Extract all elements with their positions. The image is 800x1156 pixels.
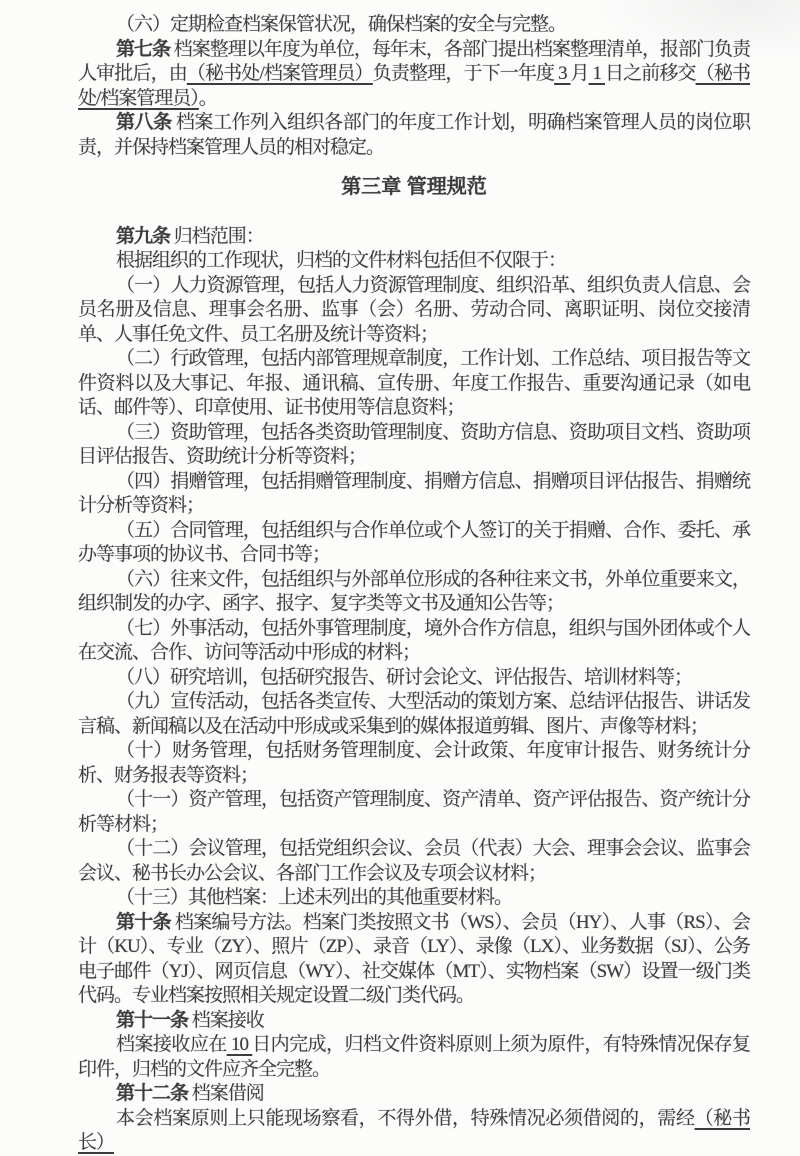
text-run: 。	[198, 87, 217, 109]
fill-in-blank: 10	[226, 1034, 253, 1055]
text-run: 档案工作列入组织各部门的年度工作计划，明确档案管理人员的岗位职责，并保持档案管理人员的相对稳定。	[78, 112, 750, 158]
paragraph	[78, 1009, 750, 1034]
fill-in-blank: 1	[588, 63, 605, 84]
text-run: 根据组织的工作现状，归档的文件材料包括但不仅限于：	[116, 250, 567, 271]
fill-in-blank: （秘书处/档案管理员）	[78, 63, 750, 109]
text-run: 日内完成，归档文件资料原则上须为原件，有特殊情况保存复印件，归档的文件应齐全完整。	[78, 1034, 750, 1080]
paragraph	[78, 788, 750, 837]
text-run: 档案整理以年度为单位，每年末，各部门提出档案整理清单，报部门负责人审批后，由	[78, 38, 750, 84]
paragraph	[78, 1033, 750, 1082]
article-number-label: 第九条	[116, 225, 171, 247]
paragraph	[78, 568, 750, 617]
text-run: （六）定期检查档案保管状况，确保档案的安全与完整。	[116, 14, 567, 35]
text-run: （六）往来文件，包括组织与外部单位形成的各种往来文书，外单位重要来文，组织制发的办字、函字、报字、复字类等文书及通知公告等；	[78, 568, 750, 614]
paragraph	[78, 274, 750, 348]
article-number-label: 第十一条	[116, 1009, 189, 1031]
article-number-label: 第十条	[116, 911, 171, 933]
paragraph	[78, 690, 750, 739]
fill-in-blank: 3	[554, 63, 571, 84]
paragraph	[78, 886, 750, 911]
paragraph	[78, 617, 750, 666]
text-run: 档案接收	[188, 1009, 264, 1031]
paragraph	[78, 421, 750, 470]
text-run: 月	[570, 63, 589, 84]
chapter-heading	[78, 175, 750, 200]
article-number-label: 第七条	[116, 38, 171, 60]
text-run: （十二）会议管理，包括党组织会议、会员（代表）大会、理事会会议、监事会会议、秘书长办公会议、各部门工作会议及专项会议材料；	[78, 838, 750, 884]
article-number-label: 第三章 管理规范	[341, 176, 487, 198]
paragraph	[78, 249, 750, 274]
text-run: （十一）资产管理，包括资产管理制度、资产清单、资产评估报告、资产统计分析等材料；	[78, 789, 750, 835]
article-number-label: 第八条	[116, 112, 172, 133]
paragraph	[78, 38, 750, 112]
fill-in-blank: （秘书处/档案管理员）	[186, 63, 373, 84]
paragraph	[78, 470, 750, 519]
text-run: 归档范围：	[170, 225, 264, 247]
paragraph	[78, 111, 750, 160]
text-run: （五）合同管理，包括组织与合作单位或个人签订的关于捐赠、合作、委托、承办等事项的协议书、合同书等；	[78, 519, 750, 565]
paragraph	[78, 225, 750, 250]
text-run: （七）外事活动，包括外事管理制度，境外合作方信息，组织与国外团体或个人在交流、合作、访问等活动中形成的材料；	[78, 617, 750, 663]
text-run: （九）宣传活动，包括各类宣传、大型活动的策划方案、总结评估报告、讲话发言稿、新闻稿以及在活动中形成或采集到的媒体报道剪辑、图片、声像等材料；	[78, 691, 750, 737]
text-run: 档案借阅	[188, 1083, 264, 1104]
article-number-label: 第十二条	[116, 1083, 189, 1104]
text-run: 日之前移交	[604, 63, 696, 84]
text-run: （八）研究培训，包括研究报告、研讨会论文、评估报告、培训材料等；	[116, 666, 693, 688]
paragraph	[78, 519, 750, 568]
text-run: （十）财务管理，包括财务管理制度、会计政策、年度审计报告、财务统计分析、财务报表等资料；	[78, 740, 750, 786]
text-run: 档案编号方法。档案门类按照文书（WS）、会员（HY）、人事（RS）、会计（KU）、专业（ZY）、照片（ZP）、录音（LY）、录像（LX）、业务数据（SJ）、公务电子邮件（YJ）、网页信息（WY）、社交媒体（MT）、实物档案（SW）设置一级门类代码。专业档案按照相关规定设置二级门类代码。	[78, 911, 750, 1006]
text-run: （十三）其他档案：上述未列出的其他重要材料。	[116, 887, 513, 908]
paragraph	[78, 911, 750, 1009]
fill-in-blank: （秘书长）	[78, 1107, 750, 1153]
paragraph	[78, 1082, 750, 1107]
paragraph	[78, 837, 750, 886]
text-run: （二）行政管理，包括内部管理规章制度，工作计划、工作总结、项目报告等文件资料以及大事记、年报、通讯稿、宣传册、年度工作报告、重要沟通记录（如电话、邮件等）、印章使用、证书使用等信息资料；	[78, 348, 750, 418]
paragraph	[78, 347, 750, 421]
text-run: （三）资助管理，包括各类资助管理制度、资助方信息、资助项目文档、资助项目评估报告、资助统计分析等资料；	[78, 421, 750, 467]
text-run: 档案接收应在	[116, 1034, 227, 1055]
text-run: 负责整理，于下一年度	[372, 63, 555, 84]
paragraph	[78, 666, 750, 691]
paragraph	[78, 739, 750, 788]
text-run: （一）人力资源管理，包括人力资源管理制度、组织沿革、组织负责人信息、会员名册及信息、理事会名册、监事（会）名册、劳动合同、离职证明、岗位交接清单、人事任免文件、员工名册及统计等资料；	[78, 274, 750, 345]
text-run: （四）捐赠管理，包括捐赠管理制度、捐赠方信息、捐赠项目评估报告、捐赠统计分析等资料；	[78, 470, 750, 516]
paragraph	[78, 13, 750, 38]
paragraph	[78, 1107, 750, 1156]
text-run: 本会档案原则上只能现场察看，不得外借，特殊情况必须借阅的，需经	[116, 1107, 695, 1129]
